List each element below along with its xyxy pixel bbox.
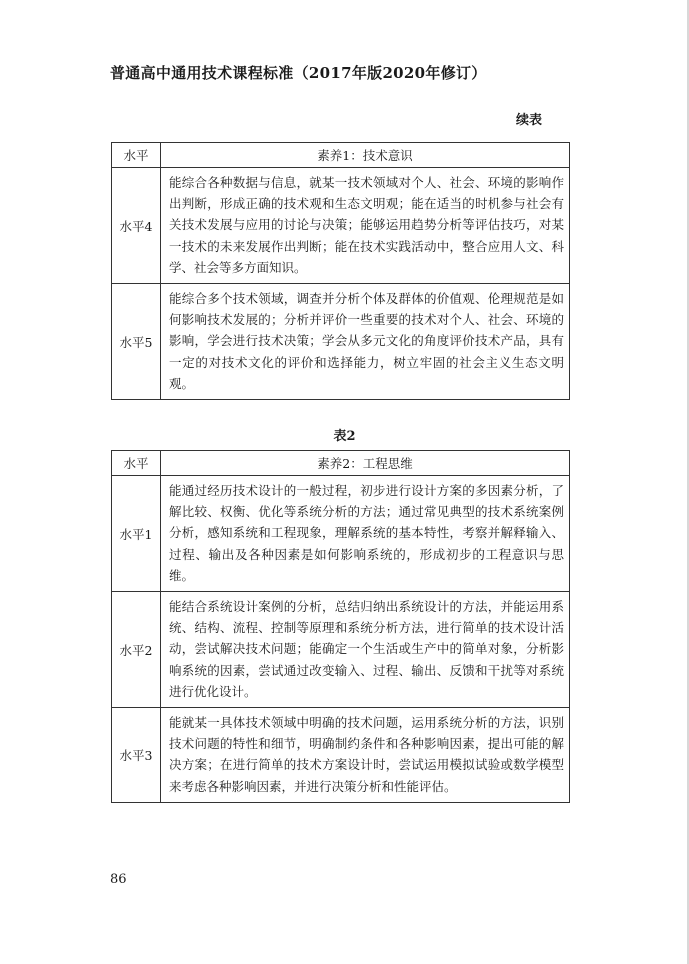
table-row — [112, 168, 570, 284]
level-cell: 水平3 — [112, 708, 161, 803]
level-cell: 水平5 — [112, 284, 161, 400]
table-row — [112, 476, 570, 592]
level-cell: 水平1 — [112, 476, 161, 592]
running-header: 普通高中通用技术课程标准（2017年版2020年修订） — [110, 64, 487, 82]
level-cell: 水平2 — [112, 592, 161, 708]
level-cell: 水平4 — [112, 168, 161, 284]
description-cell: 能综合各种数据与信息，就某一技术领域对个人、社会、环境的影响作出判断，形成正确的技术观和生态文明观；能在适当的时机参与社会有关技术发展与应用的讨论与决策；能够运用趋势分析等评估技巧，对某一技术的未来发展作出判断；能在技术实践活动中，整合应用人文、科学、社会等多方面知识。 — [161, 168, 570, 284]
table-header-row — [112, 451, 570, 476]
table-row — [112, 284, 570, 400]
description-cell: 能结合系统设计案例的分析，总结归纳出系统设计的方法，并能运用系统、结构、流程、控制等原理和系统分析方法，进行简单的技术设计活动，尝试解决技术问题；能确定一个生活或生产中的简单对象，分析影响系统的因素，尝试通过改变输入、过程、输出、反馈和干扰等对系统进行优化设计。 — [161, 592, 570, 708]
col-header-literacy: 素养1：技术意识 — [161, 143, 570, 168]
description-cell: 能就某一具体技术领域中明确的技术问题，运用系统分析的方法，识别技术问题的特性和细节，明确制约条件和各种影响因素，提出可能的解决方案；在进行简单的技术方案设计时，尝试运用模拟试验或数学模型来考虑各种影响因素，并进行决策分析和性能评估。 — [161, 708, 570, 803]
description-cell: 能综合多个技术领域，调查并分析个体及群体的价值观、伦理规范是如何影响技术发展的；分析并评价一些重要的技术对个人、社会、环境的影响，学会进行技术决策；学会从多元文化的角度评价技术产品，具有一定的对技术文化的评价和选择能力，树立牢固的社会主义生态文明观。 — [161, 284, 570, 400]
table-caption: 表2 — [333, 429, 356, 444]
description-cell: 能通过经历技术设计的一般过程，初步进行设计方案的多因素分析，了解比较、权衡、优化等系统分析的方法；通过常见典型的技术系统案例分析，感知系统和工程现象，理解系统的基本特性，考察并解释输入、过程、输出及各种因素是如何影响系统的，形成初步的工程意识与思维。 — [161, 476, 570, 592]
col-header-level: 水平 — [112, 451, 161, 476]
col-header-level: 水平 — [112, 143, 161, 168]
continued-label: 续表 — [515, 113, 542, 128]
table-row — [112, 708, 570, 803]
table-header-row — [112, 143, 570, 168]
table-row — [112, 592, 570, 708]
table-literacy-2 — [111, 450, 570, 803]
page-number: 86 — [110, 872, 127, 887]
col-header-literacy: 素养2：工程思维 — [161, 451, 570, 476]
table-literacy-1 — [111, 142, 570, 400]
